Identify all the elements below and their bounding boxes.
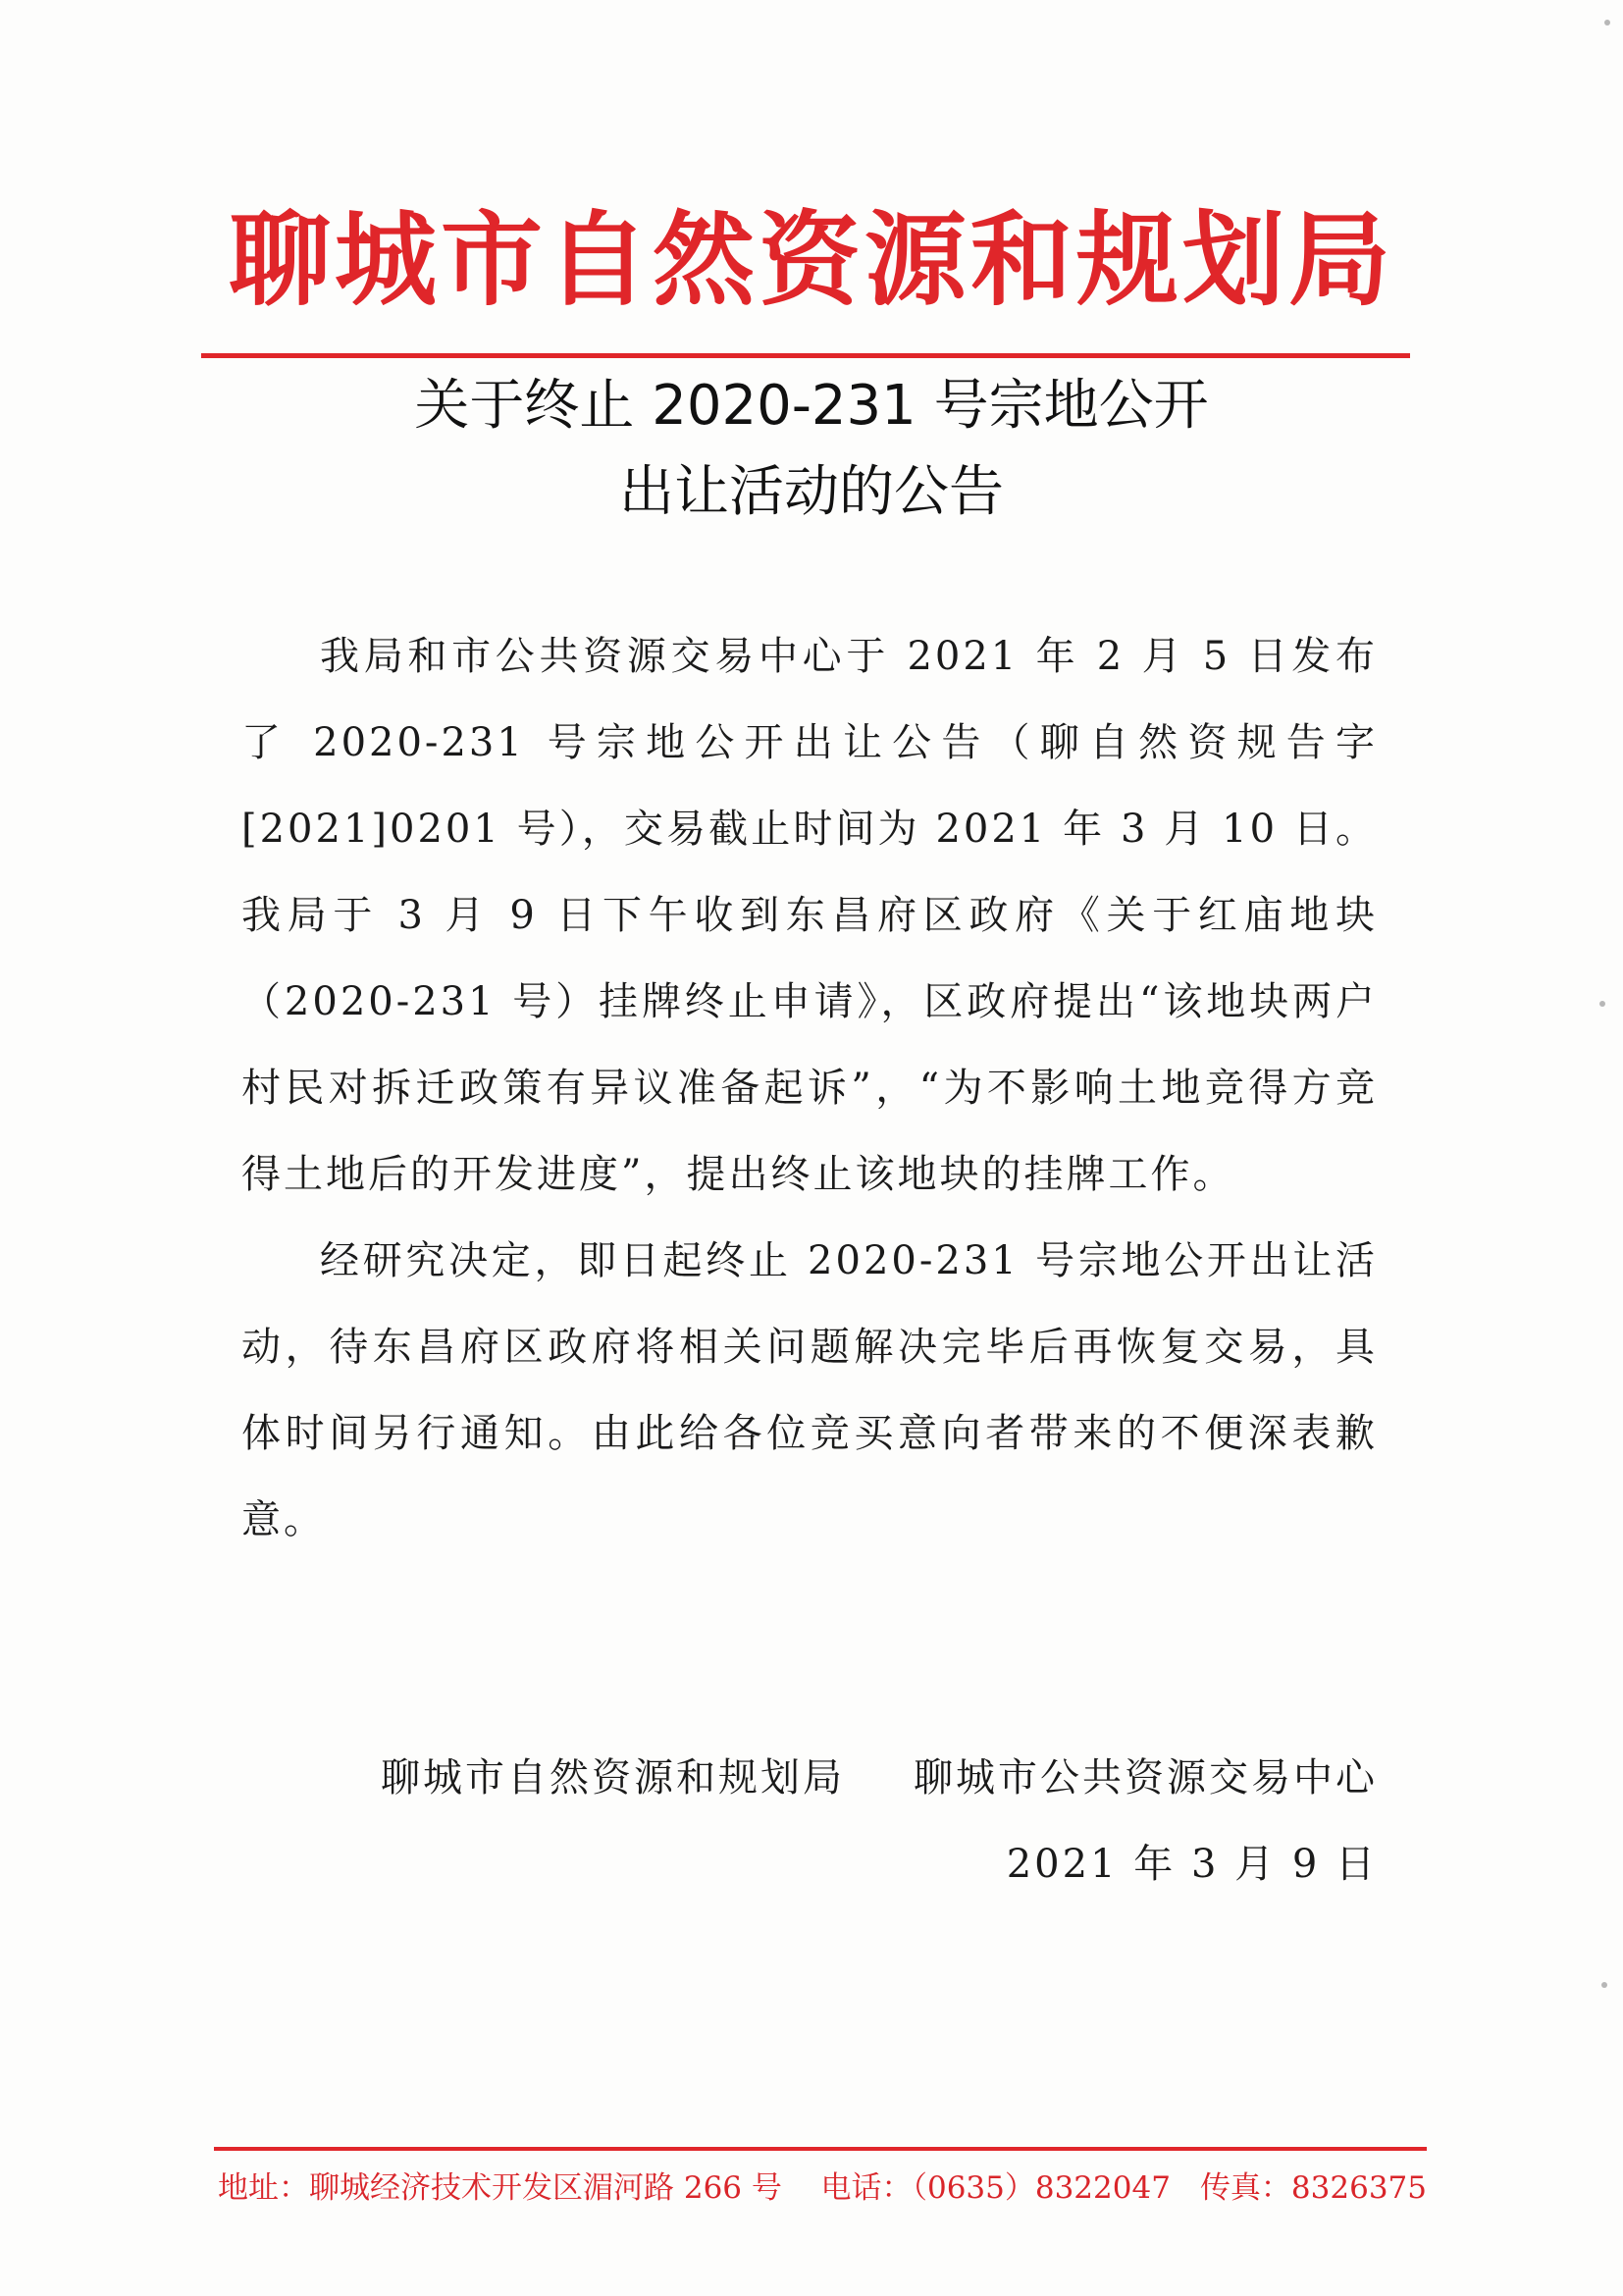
document-title [196,363,1427,536]
signature-org-2: 聊城市公共资源交易中心 [914,1755,1378,1800]
footer [218,2164,1427,2213]
signature-block [241,1735,1378,1907]
document-title-line-2: 出让活动的公告 [619,460,1004,524]
footer-phone: 电话：（0635）8322047 [820,2170,1171,2206]
signature-org-1: 聊城市自然资源和规划局 [381,1755,845,1800]
footer-address: 地址：聊城经济技术开发区湄河路 266 号 [218,2170,782,2206]
body-paragraph-1: 我局和市公共资源交易中心于 2021 年 2 月 5 日发布了 2020-231 号宗地公开出让公告（聊自然资规告字[2021]0201 号），交易截止时间为 2021 年 3 月 10 日。我局于 3 月 9 日下午收到东昌府区政府《关于红庙地块（2020-231 号）挂牌终止申请》，区政府提出“该地块两户村民对拆迁政策有异议准备起诉”，“为不影响土地竞得方竞得土地后的开发进度”，提出终止该地块的挂牌工作。 [241,634,1378,1197]
body-paragraph-2: 经研究决定，即日起终止 2020-231 号宗地公开出让活动，待东昌府区政府将相关问题解决完毕后再恢复交易，具体时间另行通知。由此给各位竞买意向者带来的不便深表歉意。 [241,1238,1378,1542]
letterhead-org-name: 聊城市自然资源和规划局 [228,199,1394,320]
footer-red-rule [214,2147,1427,2151]
footer-contact [820,2164,1427,2213]
signature-orgs [241,1735,1378,1821]
signature-date: 2021 年 3 月 9 日 [1006,1842,1378,1887]
scan-speck [1601,1982,1607,1988]
scan-speck [1599,1001,1605,1007]
document-title-line-1: 关于终止 2020-231 号宗地公开 [414,374,1209,438]
letterhead-red-rule [201,353,1410,358]
document-body [241,613,1378,1563]
scan-speck [1604,20,1610,26]
footer-fax: 传真：8326375 [1199,2170,1427,2206]
